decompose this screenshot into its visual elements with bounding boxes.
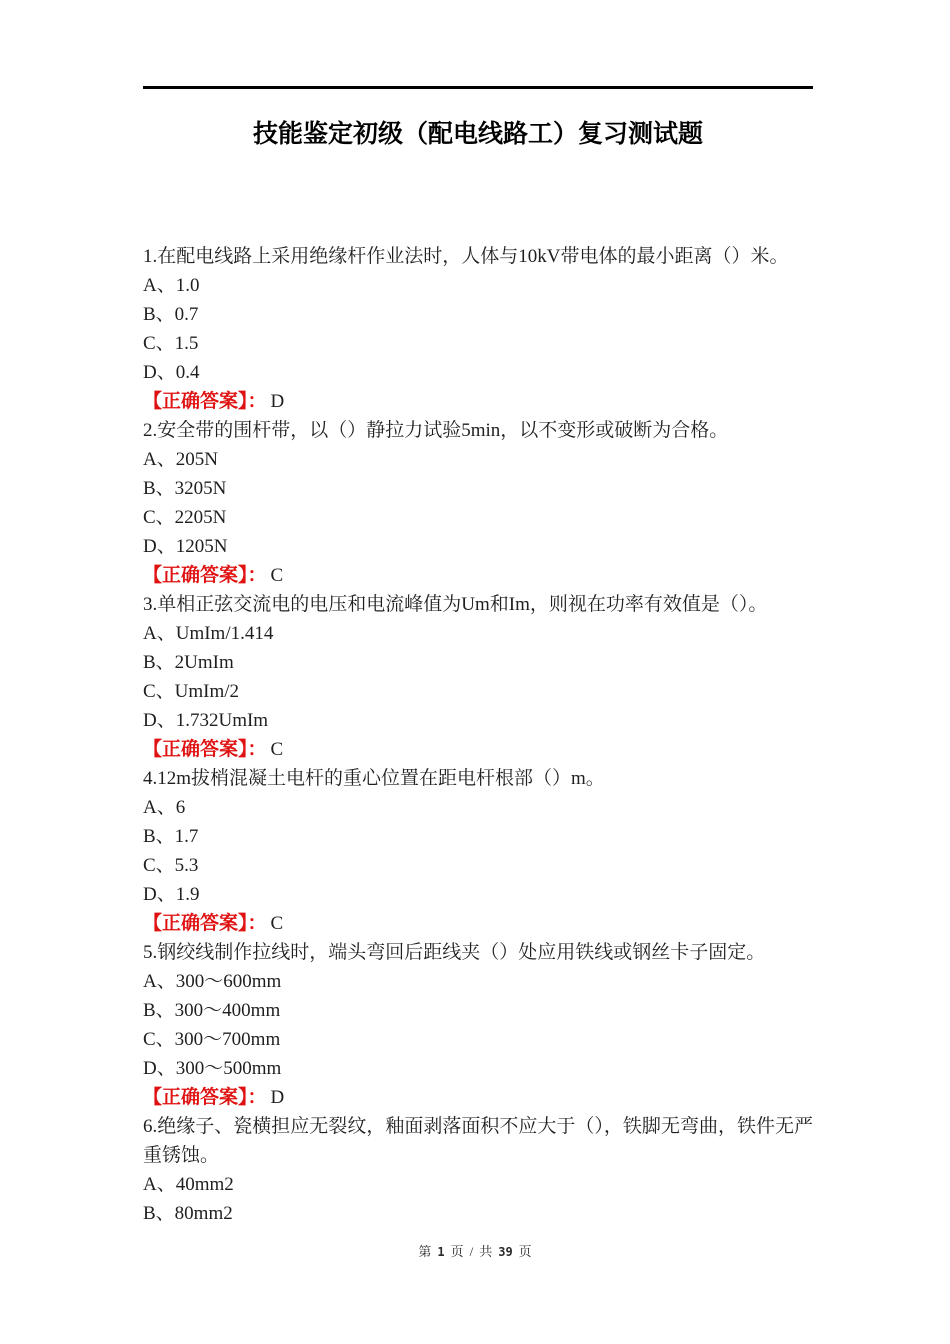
option-item: D、0.4 xyxy=(143,362,200,383)
answer-line xyxy=(143,909,813,938)
option-item: C、300～700mm xyxy=(143,1029,281,1050)
correct-answer-label: 【正确答案】： xyxy=(143,1087,267,1108)
option-list xyxy=(143,619,813,735)
question-block xyxy=(143,1112,813,1228)
option-item: A、6 xyxy=(143,797,186,818)
option-item: C、2205N xyxy=(143,507,227,528)
answer-line xyxy=(143,1083,813,1112)
header-rule xyxy=(143,86,813,89)
footer-total-page-label: 页 xyxy=(518,1244,532,1259)
option-item: A、300～600mm xyxy=(143,971,282,992)
answer-line xyxy=(143,735,813,764)
option-item: B、300～400mm xyxy=(143,1000,281,1021)
page-title: 技能鉴定初级（配电线路工）复习测试题 xyxy=(252,120,703,148)
question-block xyxy=(143,242,813,416)
option-item: D、1.9 xyxy=(143,884,200,905)
option-list xyxy=(143,967,813,1083)
option-item: B、3205N xyxy=(143,478,227,499)
option-item: D、1205N xyxy=(143,536,228,557)
correct-answer-label: 【正确答案】： xyxy=(143,565,267,586)
question-block xyxy=(143,938,813,1112)
option-item: B、2UmIm xyxy=(143,652,234,673)
option-item: A、205N xyxy=(143,449,218,470)
correct-answer-value: D xyxy=(270,1087,285,1108)
question-text: 5.钢绞线制作拉线时，端头弯回后距线夹（）处应用铁线或钢丝卡子固定。 xyxy=(143,942,766,963)
question-text: 1.在配电线路上采用绝缘杆作业法时，人体与10kV带电体的最小距离（）米。 xyxy=(143,246,789,267)
footer-total-pages: 39 xyxy=(498,1245,513,1259)
footer-page-prefix: 第 xyxy=(418,1244,432,1259)
correct-answer-value: C xyxy=(270,913,284,934)
option-item: A、40mm2 xyxy=(143,1174,234,1195)
question-list xyxy=(143,242,813,1228)
answer-line xyxy=(143,387,813,416)
footer-current-page: 1 xyxy=(437,1245,445,1259)
footer-total-label: 共 xyxy=(479,1244,493,1259)
option-item: C、1.5 xyxy=(143,333,199,354)
option-list xyxy=(143,1170,813,1228)
option-item: C、5.3 xyxy=(143,855,199,876)
option-item: C、UmIm/2 xyxy=(143,681,240,702)
option-item: B、80mm2 xyxy=(143,1203,233,1224)
option-list xyxy=(143,793,813,909)
question-text: 2.安全带的围杆带，以（）静拉力试验5min，以不变形或破断为合格。 xyxy=(143,420,729,441)
question-block xyxy=(143,416,813,590)
option-list xyxy=(143,271,813,387)
option-item: D、300～500mm xyxy=(143,1058,282,1079)
option-item: A、1.0 xyxy=(143,275,200,296)
question-block xyxy=(143,764,813,938)
footer-page-label: 页 xyxy=(450,1244,464,1259)
correct-answer-value: D xyxy=(270,391,285,412)
correct-answer-label: 【正确答案】： xyxy=(143,739,267,760)
option-item: B、0.7 xyxy=(143,304,199,325)
footer-separator: / xyxy=(469,1244,474,1259)
option-item: B、1.7 xyxy=(143,826,199,847)
option-item: D、1.732UmIm xyxy=(143,710,269,731)
answer-line xyxy=(143,561,813,590)
question-text: 6.绝缘子、瓷横担应无裂纹，釉面剥落面积不应大于（），铁脚无弯曲，铁件无严重锈蚀。 xyxy=(143,1116,813,1166)
correct-answer-label: 【正确答案】： xyxy=(143,913,267,934)
question-text: 3.单相正弦交流电的电压和电流峰值为Um和Im，则视在功率有效值是（）。 xyxy=(143,594,768,615)
question-block xyxy=(143,590,813,764)
correct-answer-value: C xyxy=(270,739,284,760)
option-list xyxy=(143,445,813,561)
option-item: A、UmIm/1.414 xyxy=(143,623,274,644)
question-text: 4.12m拔梢混凝土电杆的重心位置在距电杆根部（）m。 xyxy=(143,768,605,789)
correct-answer-value: C xyxy=(270,565,284,586)
correct-answer-label: 【正确答案】： xyxy=(143,391,267,412)
page-footer xyxy=(0,1243,950,1261)
